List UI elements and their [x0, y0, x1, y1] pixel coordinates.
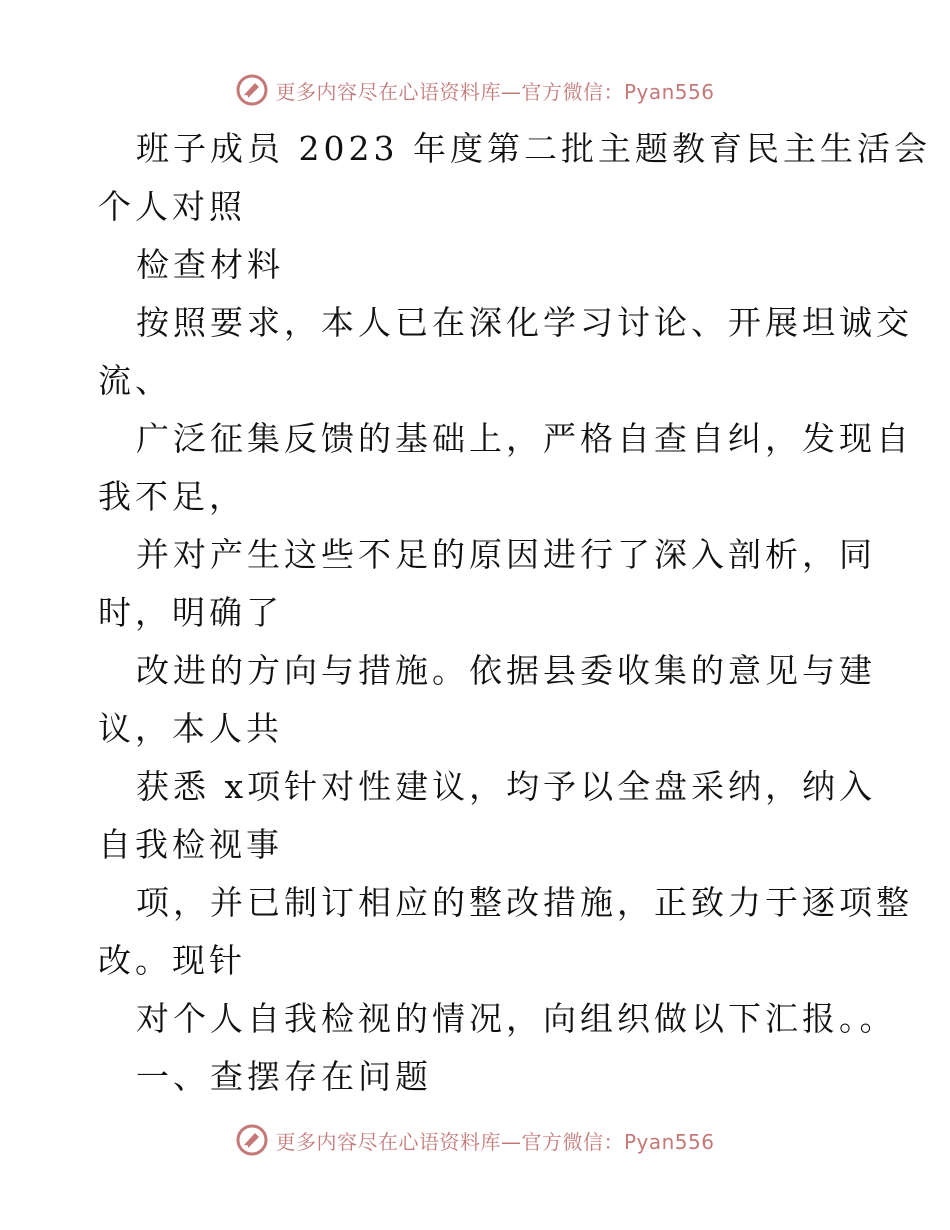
logo-icon — [235, 1123, 269, 1157]
paragraph-line: 项，并已制订相应的整改措施，正致力于逐项整 — [136, 883, 913, 922]
header-watermark — [0, 72, 950, 108]
paragraph-line: 按照要求，本人已在深化学习讨论、开展坦诚交 — [136, 303, 913, 342]
paragraph-line: 自我检视事 — [98, 825, 283, 864]
logo-icon — [235, 73, 269, 107]
footer-watermark — [0, 1122, 950, 1158]
paragraph-line: 对个人自我检视的情况，向组织做以下汇报。。 — [136, 999, 897, 1038]
document-body — [0, 120, 950, 1106]
section-heading: 一、查摆存在问题 — [136, 1057, 432, 1096]
paragraph-line: 时，明确了 — [98, 593, 283, 632]
watermark-text: 更多内容尽在心语资料库—官方微信：Pyan556 — [275, 1129, 715, 1154]
title-line-1: 班子成员 2023 年度第二批主题教育民主生活会 — [136, 129, 931, 168]
paragraph-line: 改进的方向与措施。依据县委收集的意见与建 — [136, 651, 876, 690]
title-line-3: 检查材料 — [136, 245, 284, 284]
paragraph-line: 我不足， — [98, 477, 246, 516]
paragraph-line: 并对产生这些不足的原因进行了深入剖析，同 — [136, 535, 876, 574]
paragraph-line: 获悉 x项针对性建议，均予以全盘采纳，纳入 — [136, 767, 877, 806]
paragraph-line: 流、 — [98, 361, 172, 400]
paragraph-line: 改。现针 — [98, 941, 246, 980]
paragraph-line: 议，本人共 — [98, 709, 283, 748]
title-line-2: 个人对照 — [98, 187, 246, 226]
paragraph-line: 广泛征集反馈的基础上，严格自查自纠，发现自 — [136, 419, 913, 458]
watermark-text: 更多内容尽在心语资料库—官方微信：Pyan556 — [275, 79, 715, 104]
